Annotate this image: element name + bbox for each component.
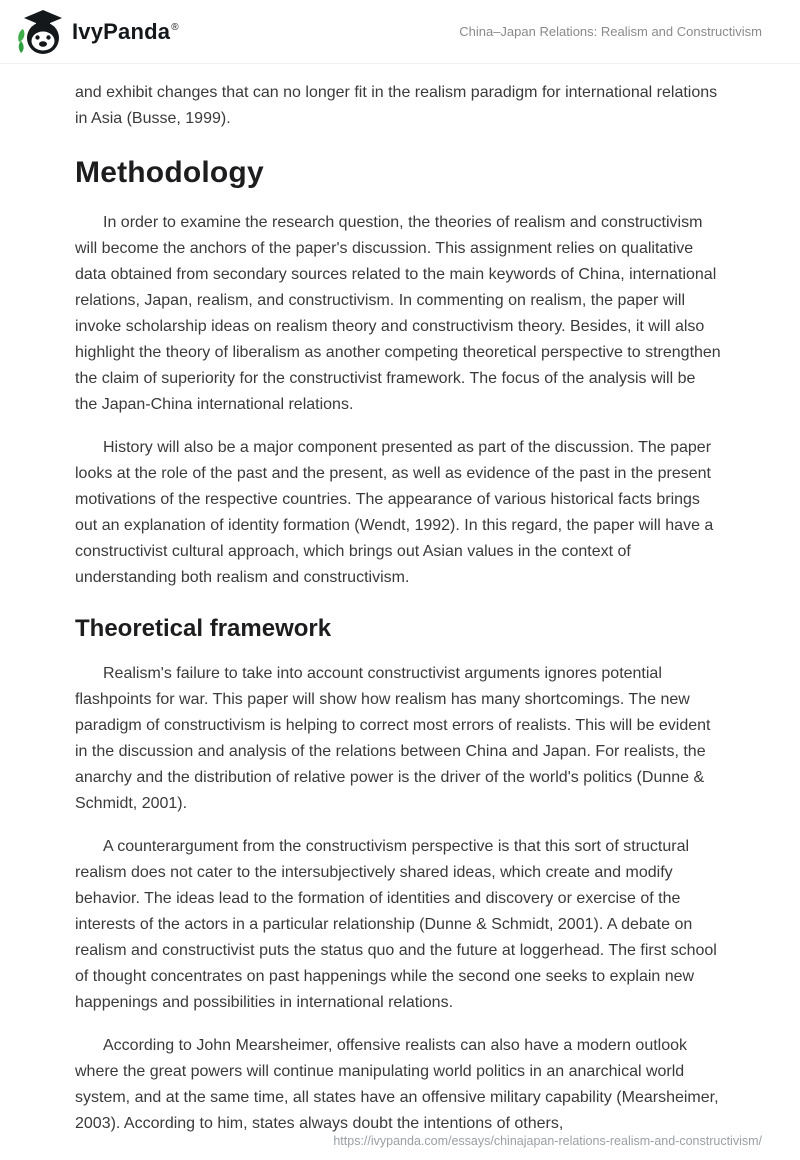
paragraph: According to John Mearsheimer, offensive realists can also have a modern outlook where the great powers will continue manipulating world politics in an anarchical world system, and at the same time, all states have an offensive military capability (Mearsheimer, 2003). According to him, states always doubt the intentions of others, xyxy=(75,1037,719,1132)
brand-name: IvyPanda® xyxy=(72,18,179,44)
header xyxy=(0,0,800,64)
source-url: https://ivypanda.com/essays/chinajapan-relations-realism-and-constructivism/ xyxy=(333,1134,762,1148)
paragraph-continuation: and exhibit changes that can no longer fit in the realism paradigm for international relations in Asia (Busse, 1999). xyxy=(75,84,718,127)
paragraph: In order to examine the research question, the theories of realism and constructivism will become the anchors of the paper's discussion. This assignment relies on qualitative data obtained from secondary sources related to the main keywords of China, international relations, Japan, realism, and constructivism. In commenting on realism, the paper will invoke scholarship ideas on realism theory and constructivism theory. Besides, it will also highlight the theory of liberalism as another competing theoretical perspective to strengthen the claim of superiority for the constructivist framework. The focus of the analysis will be the Japan-China international relations. xyxy=(75,214,721,413)
footer xyxy=(333,1134,762,1148)
document-title: China–Japan Relations: Realism and Constructivism xyxy=(459,24,762,39)
paragraph: History will also be a major component presented as part of the discussion. The paper looks at the role of the past and the present, as well as evidence of the past in the present motivations of the respective countries. The appearance of various historical facts brings out an explanation of identity formation (Wendt, 1992). In this regard, the paper will have a constructivist cultural approach, which brings out Asian values in the context of understanding both realism and constructivism. xyxy=(75,439,714,586)
paragraph: Realism's failure to take into account constructivist arguments ignores potential flashpoints for war. This paper will show how realism has many shortcomings. The new paradigm of constructivism is helping to correct most errors of realists. This will be evident in the discussion and analysis of the relations between China and Japan. For realists, the anarchy and the distribution of relative power is the driver of the world's politics (Dunne & Schmidt, 2001). xyxy=(75,665,711,812)
paragraph: A counterargument from the constructivism perspective is that this sort of structural realism does not cater to the intersubjectively shared ideas, which create and modify behavior. The ideas lead to the formation of identities and discovery or exercise of the interests of the actors in a particular relationship (Dunne & Schmidt, 2001). A debate on realism and constructivist puts the status quo and the future at loggerhead. The first school of thought concentrates on past happenings while the second one seeks to explain new happenings and possibilities in international relations. xyxy=(75,838,717,1011)
brand-logo[interactable] xyxy=(16,9,179,55)
registered-mark: ® xyxy=(171,22,179,34)
document-body xyxy=(0,64,800,1137)
panda-graduate-icon xyxy=(16,9,62,55)
section-heading-methodology: Methodology xyxy=(75,156,264,189)
section-heading-theoretical-framework: Theoretical framework xyxy=(75,615,332,642)
